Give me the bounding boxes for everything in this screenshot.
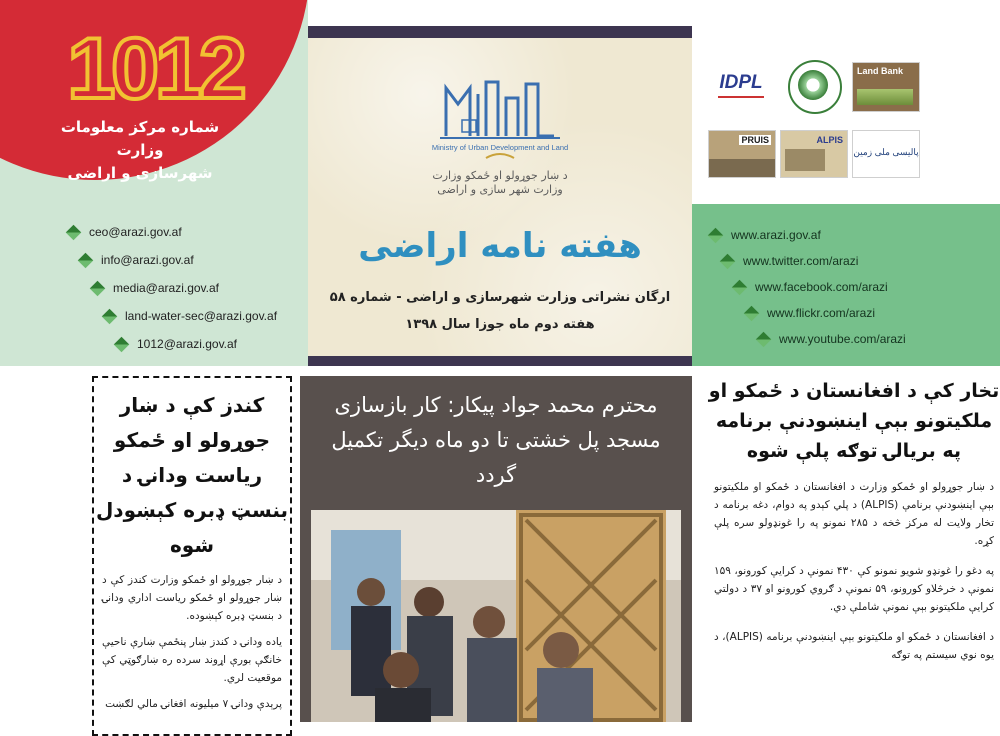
issue-line: هفته دوم ماه جوزا سال ۱۳۹۸ <box>405 317 595 332</box>
center-article-headline: محترم محمد جواد پیکار: کار بازسازی مسجد پل خشتی تا دو ماه دیگر تکمیل گردد <box>331 393 661 487</box>
diamond-bullet-icon <box>102 308 118 324</box>
hotline-caption-line2: شهرسازی و اراضی <box>67 164 213 182</box>
weekly-title: هفته نامه اراضی <box>358 226 642 266</box>
right-article-paragraph: په دغو را غونډو شویو نمونو کې ۴۳۰ نمونې د کرایې کورونو، ۱۵۹ نمونې د خرڅلاو کورونو، ۵۹ نمونې د ګروي کورونو او ۳۷ د دولتي کرایې ملکیتونو بېې نمونې شاملې دي. <box>714 565 995 613</box>
mosque-visit-photo <box>311 510 681 722</box>
diamond-bullet-icon <box>708 227 724 243</box>
left-article-headline: کندز کې د ښار جوړولو او ځمکو ریاست ودانۍ د بنسټ ډبره کېښودل شوه <box>95 393 289 557</box>
land-policy-logo: پالیسی ملی زمین <box>852 130 920 178</box>
partner-logos <box>692 26 1000 204</box>
idpl-logo: IDPL <box>710 66 772 110</box>
right-article-paragraph: د افغانستان د ځمکو او ملکیتونو بېې اینښودنې برنامه (ALPIS)، د یوه نوي سیستم په توګه <box>714 631 995 661</box>
hotline-panel <box>0 0 308 366</box>
right-article-paragraph: د ښار جوړولو او ځمکو وزارت د افغانستان د ځمکو او ملکیتونو بېې اینښودنې برنامې (ALPIS) د پلي کېدو په دوام، دغه برنامه د تخار ولایت له مرکز څخه د ۲۸۵ نمونو په را غونډولو سره پلې کړه. <box>714 481 994 547</box>
masthead-banner <box>308 26 692 366</box>
center-article <box>300 376 692 722</box>
web-link-item[interactable]: www.facebook.com/arazi <box>734 274 906 300</box>
hotline-number-logo <box>67 18 243 117</box>
alpis-logo: ALPIS <box>780 130 848 178</box>
web-link-item[interactable]: www.flickr.com/arazi <box>746 300 906 326</box>
left-article-paragraph: د ښار جوړولو او ځمکو وزارت کندز کې د ښار جوړولو او ځمکو ریاست اداري ودانۍ د بنسټ ډبره کېښوده. <box>102 574 282 622</box>
land-bank-logo: Land Bank <box>852 62 920 112</box>
email-item[interactable]: media@arazi.gov.af <box>92 274 277 302</box>
web-link-list <box>710 222 906 352</box>
diamond-bullet-icon <box>78 252 94 268</box>
left-article-paragraph: پرېدې ودانۍ ۷ میلیونه افغانۍ مالي لګښت <box>105 698 282 710</box>
organ-line: ارگان نشراتی وزارت شهرسازی و اراضی - شماره ۵۸ <box>329 290 671 305</box>
ministry-logo-icon <box>431 74 569 166</box>
left-article-paragraph: یاده ودانۍ د کندز ښار پنځمې ښارې ناحیې خانګې بورې اړوند سرده ره ښارګوټي کې موقعیت لري. <box>102 636 282 684</box>
ministry-logo-caption: Ministry of Urban Development and Land <box>431 143 569 152</box>
email-item[interactable]: land-water-sec@arazi.gov.af <box>104 302 277 330</box>
hotline-caption-line1: شماره مرکز معلومات وزارت <box>60 118 220 159</box>
hotline-number: 1012 <box>67 21 243 117</box>
diamond-bullet-icon <box>66 224 82 240</box>
diamond-bullet-icon <box>114 336 130 352</box>
right-article-headline: تخار کې د افغانستان د ځمکو او ملکیتونو بېې اینښودنې برنامه په بریالۍ توګه پلې شوه <box>708 380 1000 462</box>
diamond-bullet-icon <box>756 331 772 347</box>
email-list <box>68 218 277 358</box>
ministry-name-dari: وزارت شهر سازی و اراضی <box>437 183 563 196</box>
diamond-bullet-icon <box>90 280 106 296</box>
email-item[interactable]: 1012@arazi.gov.af <box>116 330 277 358</box>
diamond-bullet-icon <box>732 279 748 295</box>
left-article <box>92 376 292 736</box>
web-link-item[interactable]: www.arazi.gov.af <box>710 222 906 248</box>
diamond-bullet-icon <box>744 305 760 321</box>
diamond-bullet-icon <box>720 253 736 269</box>
web-links-panel <box>692 204 1000 366</box>
web-link-item[interactable]: www.twitter.com/arazi <box>722 248 906 274</box>
web-link-item[interactable]: www.youtube.com/arazi <box>758 326 906 352</box>
email-item[interactable]: info@arazi.gov.af <box>80 246 277 274</box>
right-article <box>708 376 1000 722</box>
banner-top-bar <box>308 26 692 38</box>
ministry-name-pashto: د ښار جوړولو او ځمکو وزارت <box>432 169 568 182</box>
banner-bottom-bar <box>308 356 692 366</box>
afghanistan-seal-logo <box>788 60 842 114</box>
email-item[interactable]: ceo@arazi.gov.af <box>68 218 277 246</box>
pruis-logo: PRUIS <box>708 130 776 178</box>
hotline-caption <box>40 116 240 185</box>
